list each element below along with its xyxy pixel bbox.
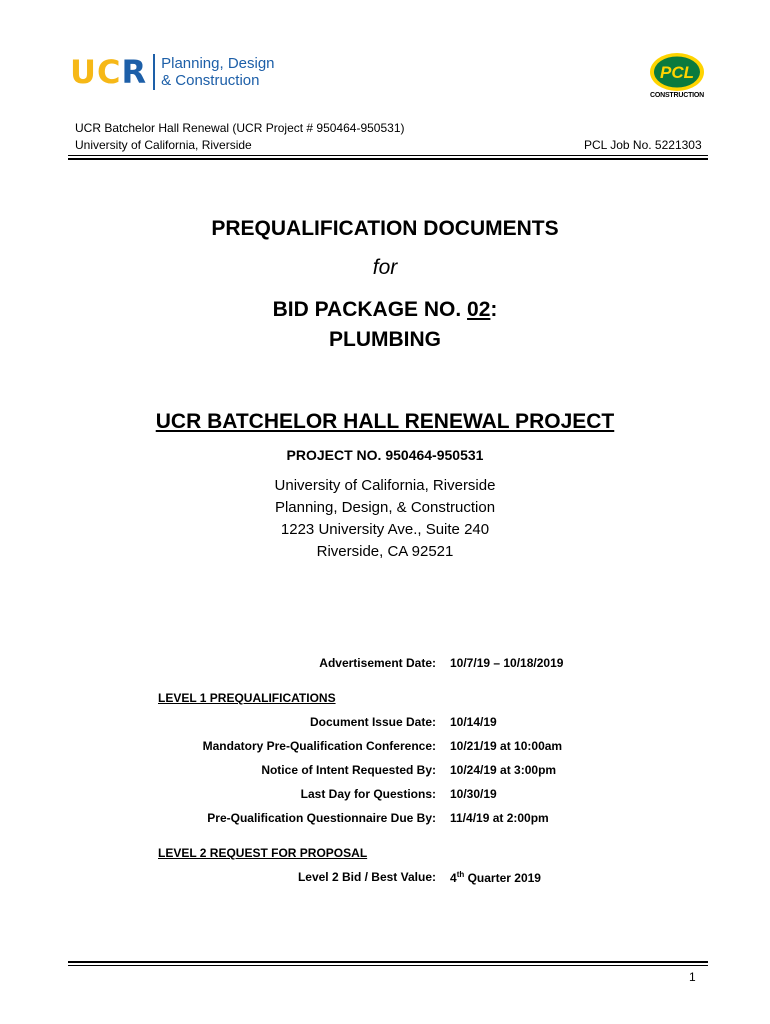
footer-rule-top xyxy=(68,961,708,963)
ucr-pdc-logo xyxy=(70,52,275,92)
doc-title: PREQUALIFICATION DOCUMENTS xyxy=(211,217,559,240)
bid-package-title xyxy=(0,297,770,323)
level2-value xyxy=(450,870,541,885)
level2-heading: LEVEL 2 REQUEST FOR PROPOSAL xyxy=(158,846,368,860)
schedule-value: 10/24/19 at 3:00pm xyxy=(450,763,557,777)
pcl-logo-subtitle: CONSTRUCTION xyxy=(650,92,704,99)
header-rule-top xyxy=(68,155,708,156)
address-line: Riverside, CA 92521 xyxy=(316,543,454,560)
schedule-label: Last Day for Questions: xyxy=(300,787,436,801)
schedule-label: Mandatory Pre-Qualification Conference: xyxy=(202,739,436,753)
doc-title-for: for xyxy=(372,256,398,279)
header-rule-bottom xyxy=(68,158,708,160)
level2-value-rest: Quarter 2019 xyxy=(464,871,541,885)
schedule-value: 10/30/19 xyxy=(450,787,497,801)
page-number: 1 xyxy=(689,970,696,984)
bid-package-prefix: BID PACKAGE NO. xyxy=(272,298,468,321)
project-name: UCR BATCHELOR HALL RENEWAL PROJECT xyxy=(155,410,615,433)
bid-package-suffix: : xyxy=(490,298,498,321)
svg-text:PCL: PCL xyxy=(660,63,694,82)
schedule-value: 11/4/19 at 2:00pm xyxy=(450,811,549,825)
ucr-logo-text xyxy=(161,55,274,89)
level1-heading: LEVEL 1 PREQUALIFICATIONS xyxy=(158,691,336,705)
trade-title: PLUMBING xyxy=(329,328,441,351)
footer-rule-bottom xyxy=(68,965,708,966)
schedule-value: 10/14/19 xyxy=(450,715,497,729)
advertisement-value: 10/7/19 – 10/18/2019 xyxy=(450,656,564,670)
advertisement-label: Advertisement Date: xyxy=(319,656,436,670)
address-block xyxy=(0,475,770,563)
schedule-label: Pre-Qualification Questionnaire Due By: xyxy=(207,811,436,825)
schedule-value: 10/21/19 at 10:00am xyxy=(450,739,563,753)
level2-value-suffix: th xyxy=(456,870,465,879)
bid-package-number: 02 xyxy=(467,298,491,321)
logo-divider xyxy=(153,54,155,90)
address-line: Planning, Design, & Construction xyxy=(274,499,496,516)
address-line: 1223 University Ave., Suite 240 xyxy=(280,521,490,538)
ucr-logo-line1: Planning, Design xyxy=(161,55,275,72)
header-job-no: PCL Job No. 5221303 xyxy=(584,138,702,152)
project-number: PROJECT NO. 950464-950531 xyxy=(286,447,484,463)
schedule-label: Document Issue Date: xyxy=(309,715,436,729)
address-line: University of California, Riverside xyxy=(274,477,496,494)
schedule-label: Notice of Intent Requested By: xyxy=(261,763,436,777)
header-project-line: UCR Batchelor Hall Renewal (UCR Project # 950464-950531) xyxy=(75,121,405,135)
level2-value-number: 4 xyxy=(450,871,457,885)
header-university: University of California, Riverside xyxy=(75,138,252,152)
ucr-letters: UCR xyxy=(70,53,148,91)
ucr-logo-line2: & Construction xyxy=(161,72,260,89)
level2-label: Level 2 Bid / Best Value: xyxy=(297,870,436,884)
